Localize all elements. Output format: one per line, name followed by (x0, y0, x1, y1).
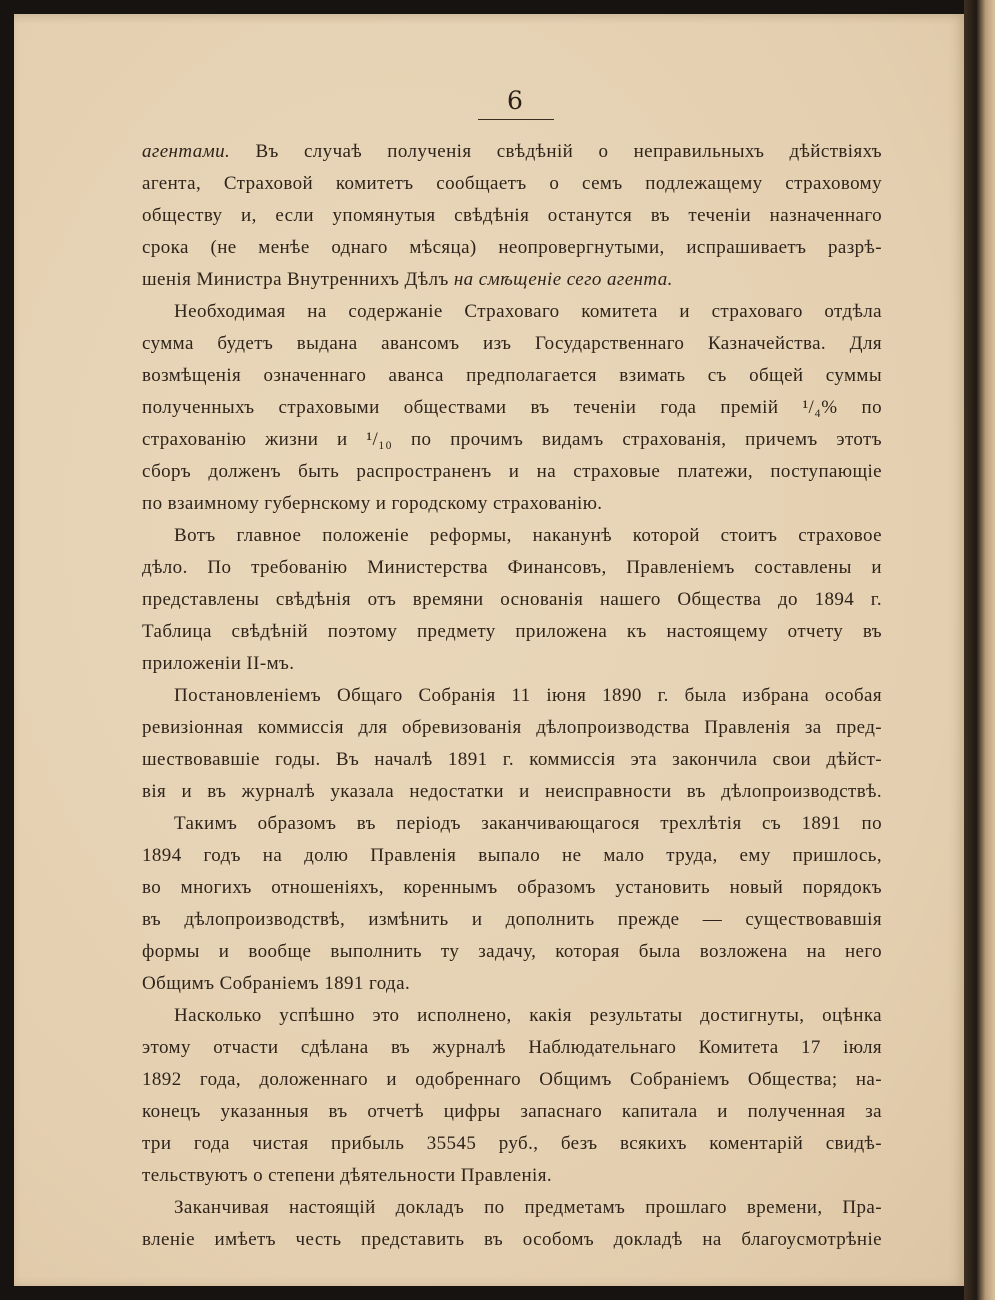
text-line: возмѣщенія означеннаго аванса предполагается взимать съ общей суммы (142, 365, 882, 386)
text-line: срока (не менѣе однаго мѣсяца) неопровергнутыми, испрашиваетъ разрѣ- (142, 237, 882, 258)
text-line: конецъ указанныя въ отчетѣ цифры запаснаго капитала и полученная за (142, 1101, 882, 1122)
text-span: шенія Министра Внутреннихъ Дѣлъ (142, 269, 449, 290)
text-line: сумма будетъ выдана авансомъ изъ Государственнаго Казначейства. Для (142, 333, 882, 354)
book-gutter (964, 0, 995, 1300)
text-line: Постановленіемъ Общаго Собранія 11 іюня 1890 г. была избрана особая (174, 685, 882, 706)
italic-word: агентами. (142, 141, 231, 162)
text-line: вія и въ журналѣ указала недостатки и неисправности въ дѣлопроизводствѣ. (142, 781, 882, 802)
text-span: Въ случаѣ полученія свѣдѣній о неправильныхъ дѣйствіяхъ (255, 141, 882, 162)
text-line: Такимъ образомъ въ періодъ заканчивающагося трехлѣтія съ 1891 по (174, 813, 882, 834)
text-line: Насколько успѣшно это исполнено, какія результаты достигнуты, оцѣнка (174, 1005, 882, 1026)
text-line (142, 136, 882, 168)
body-text (142, 136, 882, 1256)
text-line: сборъ долженъ быть распространенъ и на страховые платежи, поступающіе (142, 461, 882, 482)
text-line: Таблица свѣдѣній поэтому предмету приложена къ настоящему отчету въ (142, 621, 882, 642)
text-line (142, 264, 882, 296)
text-line: 1894 годъ на долю Правленія выпало не мало труда, ему пришлось, (142, 845, 882, 866)
text-line: дѣло. По требованію Министерства Финансовъ, Правленіемъ составлены и (142, 557, 882, 578)
text-line: приложеніи II-мъ. (142, 653, 295, 674)
text-line: агента, Страховой комитетъ сообщаетъ о семъ подлежащему страховому (142, 173, 882, 194)
text-line: представлены свѣдѣнія отъ времяни основанія нашего Общества до 1894 г. (142, 589, 882, 610)
text-line: страхованію жизни и ¹/₁₀ по прочимъ видамъ страхованія, причемъ этотъ (142, 429, 882, 450)
text-line: Необходимая на содержаніе Страховаго комитета и страховаго отдѣла (174, 301, 882, 322)
text-line: Заканчивая настоящій докладъ по предметамъ прошлаго времени, Пра- (174, 1197, 882, 1218)
text-line: въ дѣлопроизводствѣ, измѣнить и дополнить прежде — существовавшія (142, 909, 882, 930)
page-number: 6 (507, 86, 523, 115)
text-line: ревизіонная коммиссія для обревизованія дѣлопроизводства Правленія за пред- (142, 717, 882, 738)
text-line: Общимъ Собраніемъ 1891 года. (142, 973, 411, 994)
text-line: три года чистая прибыль 35545 руб., безъ всякихъ коментарій свидѣ- (142, 1133, 882, 1154)
text-line: этому отчасти сдѣлана въ журналѣ Наблюдательнаго Комитета 17 іюля (142, 1037, 882, 1058)
text-line: во многихъ отношеніяхъ, кореннымъ образомъ установить новый порядокъ (142, 877, 882, 898)
page-number-rule (478, 119, 554, 120)
text-line: 1892 года, доложеннаго и одобреннаго Общимъ Собраніемъ Общества; на- (142, 1069, 882, 1090)
text-line: тельствуютъ о степени дѣятельности Правленія. (142, 1165, 552, 1186)
text-line: вленіе имѣетъ честь представить въ особомъ докладѣ на благоусмотрѣніе (142, 1229, 882, 1250)
text-line: полученныхъ страховыми обществами въ теченіи года премій ¹/₄% по (142, 397, 882, 418)
text-line: шествовавшіе годы. Въ началѣ 1891 г. коммиссія эта закончила свои дѣйст- (142, 749, 882, 770)
text-line: Вотъ главное положеніе реформы, наканунѣ которой стоитъ страховое (174, 525, 882, 546)
italic-phrase: на смѣщеніе сего агента. (453, 269, 673, 290)
text-line: по взаимному губернскому и городскому страхованію. (142, 493, 603, 514)
text-line: формы и вообще выполнить ту задачу, которая была возложена на него (142, 941, 882, 962)
text-line: обществу и, если упомянутыя свѣдѣнія останутся въ теченіи назначеннаго (142, 205, 882, 226)
